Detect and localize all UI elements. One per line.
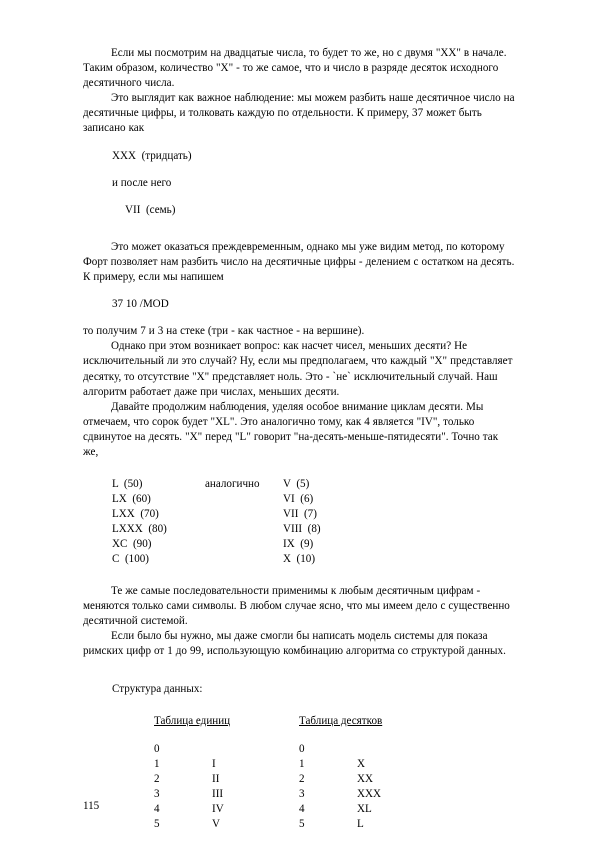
data-structure-tables	[154, 714, 516, 833]
roman-value: V	[212, 818, 221, 831]
spacer	[83, 191, 516, 203]
spacer	[83, 312, 516, 324]
roman-value: X	[357, 757, 366, 770]
spacer	[83, 460, 516, 477]
tens-table-header: Таблица десятков	[299, 714, 383, 727]
code-divmod: 37 10 /MOD	[112, 298, 169, 311]
example-thirty: XXX (тридцать)	[112, 149, 192, 162]
roman-value: I	[212, 757, 216, 770]
table-row	[154, 757, 299, 772]
units-value: VII (7)	[283, 508, 317, 521]
table-row	[299, 787, 444, 802]
roman-numeral-comparison-table	[112, 477, 343, 567]
decimal-digit: 3	[299, 788, 305, 800]
table-row	[154, 802, 299, 817]
tens-value: L (50)	[112, 478, 143, 491]
table-row	[112, 507, 343, 522]
label-after-it: и после него	[112, 176, 172, 189]
spacer	[83, 567, 516, 584]
connector-label: аналогично	[205, 478, 260, 491]
tens-value: XC (90)	[112, 538, 152, 551]
paragraph-small-numbers: Однако при этом возникает вопрос: как насчет чисел, меньших десяти? Не исключительный ли это случай? Ну, если мы предполагаем, что каждый "X" представляет десятку, то отсутствие "X" представляет ноль. Это - `не` исключительный случай. Наш алгоритм работает даже при числах, меньших десяти.	[83, 340, 513, 398]
table-row	[154, 817, 299, 832]
table-row	[112, 552, 343, 567]
decimal-digit: 4	[299, 803, 305, 816]
decimal-digit: 1	[299, 757, 305, 770]
units-table	[154, 714, 299, 833]
paragraph-forth-method: Это может оказаться преждевременным, однако мы уже видим метод, по которому Форт позволяет нам разбить число на десятичные цифры - делением с остатком на десять. К примеру, если мы напишем	[83, 240, 515, 284]
tens-value: LXXX (80)	[112, 523, 167, 536]
tens-value: LXX (70)	[112, 508, 159, 521]
paragraph-observation: Это выглядит как важное наблюдение: мы можем разбить наше десятичное число на десятичные цифры, и толковать каждую по отдельности. К примеру, 37 может быть записано как	[83, 92, 515, 135]
paragraph-model-system: Если было бы нужно, мы даже смогли бы написать модель системы для показа римских цифр от 1 до 99, использующую комбинацию алгоритма со структурой данных.	[83, 630, 506, 658]
table-row	[299, 802, 444, 817]
table-row	[112, 492, 343, 507]
paragraph-twenties: Если мы посмотрим на двадцатые числа, то будет то же, но с двумя "XX" в начале. Таким образом, количество "X" - то же самое, что и число в разряде десяток исходного десятичного числа.	[83, 47, 507, 90]
paragraph-ten-cycles: Давайте продолжим наблюдения, уделяя особое внимание циклам десяти. Мы отмечаем, что сорок будет "XL". Это аналогично тому, как 4 является "IV", только сдвинутое на десять. "X" перед "L" говорит "на-десять-меньше-пятидесяти". Точно так же,	[83, 400, 499, 458]
units-table-header: Таблица единиц	[154, 714, 231, 727]
decimal-digit: 4	[154, 803, 160, 816]
spacer	[83, 660, 516, 682]
decimal-digit: 5	[154, 818, 160, 831]
table-row	[154, 787, 299, 802]
spacer	[83, 697, 516, 714]
decimal-digit: 2	[299, 772, 305, 785]
paragraph-stack-result: то получим 7 и 3 на стеке (три - как частное - на вершине).	[83, 325, 365, 338]
roman-value: XXX	[357, 788, 382, 800]
page-content	[83, 46, 516, 832]
roman-value: XX	[357, 772, 374, 785]
spacer-cell	[205, 507, 283, 522]
roman-value: II	[212, 772, 220, 785]
table-row	[299, 772, 444, 787]
decimal-digit: 3	[154, 788, 160, 800]
decimal-digit: 1	[154, 757, 160, 770]
spacer	[83, 137, 516, 149]
tens-value: LX (60)	[112, 493, 151, 506]
page-number: 115	[83, 800, 100, 812]
roman-value: IV	[212, 803, 224, 816]
table-row	[299, 742, 444, 757]
spacer-cell	[205, 522, 283, 537]
roman-value: XL	[357, 803, 372, 816]
table-row	[112, 522, 343, 537]
tens-table	[299, 714, 444, 833]
units-value: VI (6)	[283, 493, 314, 506]
spacer	[83, 285, 516, 297]
decimal-digit: 0	[299, 742, 305, 755]
decimal-digit: 0	[154, 742, 160, 755]
data-structure-label: Структура данных:	[112, 682, 203, 695]
spacer-cell	[205, 537, 283, 552]
units-value: X (10)	[283, 553, 316, 566]
units-value: VIII (8)	[283, 523, 321, 536]
units-value: IX (9)	[283, 538, 314, 551]
spacer-cell	[205, 492, 283, 507]
tens-value: C (100)	[112, 553, 149, 566]
table-row	[112, 477, 343, 492]
decimal-digit: 2	[154, 772, 160, 785]
roman-value: L	[357, 818, 364, 831]
units-value: V (5)	[283, 478, 310, 491]
spacer	[83, 164, 516, 176]
spacer	[83, 218, 516, 240]
table-row	[154, 772, 299, 787]
example-seven: VII (семь)	[125, 203, 176, 216]
table-row	[299, 757, 444, 772]
roman-value: III	[212, 788, 224, 800]
table-row	[154, 742, 299, 757]
table-row	[299, 817, 444, 832]
table-row	[112, 537, 343, 552]
paragraph-sequences: Те же самые последовательности применимы к любым десятичным цифрам - меняются только сами символы. В любом случае ясно, что мы имеем дело с существенно десятичной системой.	[83, 585, 510, 628]
spacer-cell	[205, 552, 283, 567]
decimal-digit: 5	[299, 818, 305, 831]
